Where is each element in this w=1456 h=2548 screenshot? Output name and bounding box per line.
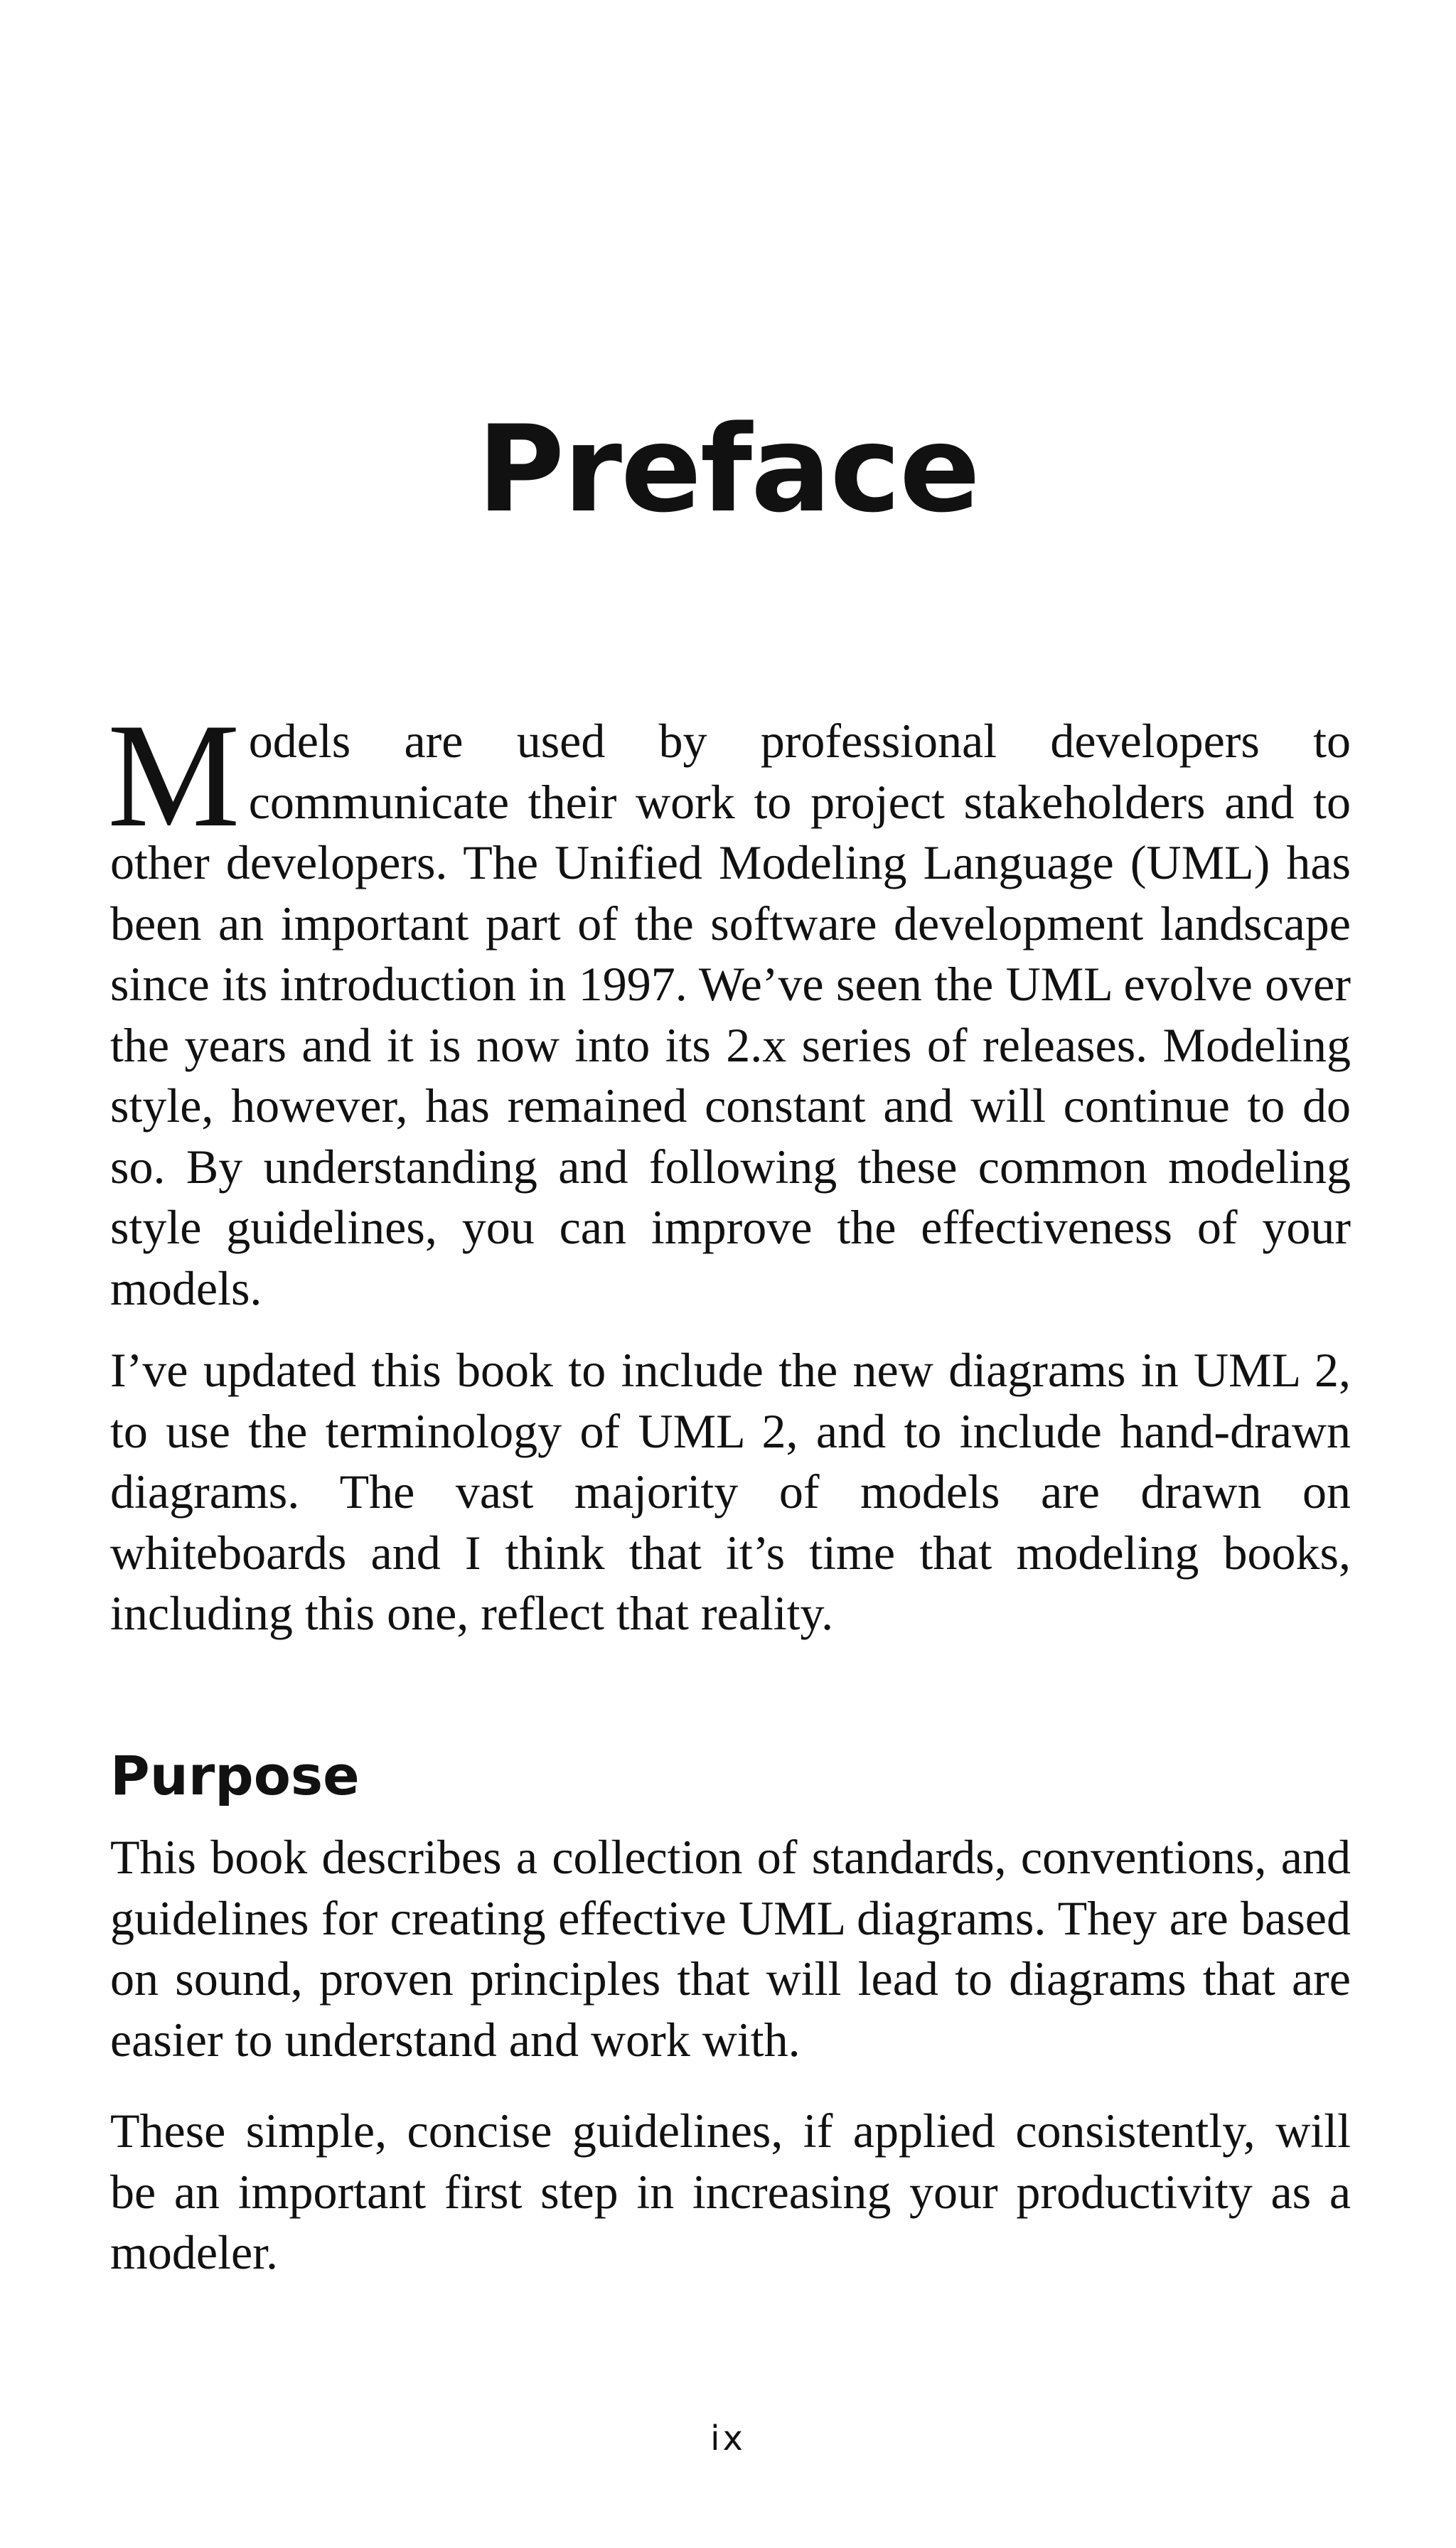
drop-cap: M: [107, 693, 240, 858]
intro-paragraph-2: I’ve updated this book to include the new diagrams in UML 2, to use the terminology of UML 2, and to include hand-drawn diagrams. The vast majority of models are drawn on whiteboards and I think that it’s time that modeling books, including this one, reflect that reality.: [110, 1343, 1351, 1640]
purpose-paragraph-2: These simple, concise guidelines, if applied consistently, will be an important first step in increasing your productivity as a modeler.: [110, 2104, 1351, 2279]
intro-paragraph-1: [107, 693, 1351, 1319]
intro-paragraph-1-text: odels are used by professional developers to communicate their work to project stakeholders and to other developers. The Unified Modeling Language (UML) has been an important part of the software development landscape since its introduction in 1997. We’ve seen the UML evolve over the years and it is now into its 2.x series of releases. Modeling style, however, has remained constant and will continue to do so. By understanding and following these common modeling style guidelines, you can improve the effectiveness of your models.: [110, 714, 1351, 1315]
page-title: Preface: [477, 400, 979, 539]
section-heading-purpose: Purpose: [110, 1744, 360, 1807]
purpose-paragraph-1: This book describes a collection of standards, conventions, and guidelines for creating effective UML diagrams. They are based on sound, proven principles that will lead to diagrams that are easier to understand and work with.: [110, 1830, 1351, 2067]
page-number: ix: [710, 2419, 746, 2458]
